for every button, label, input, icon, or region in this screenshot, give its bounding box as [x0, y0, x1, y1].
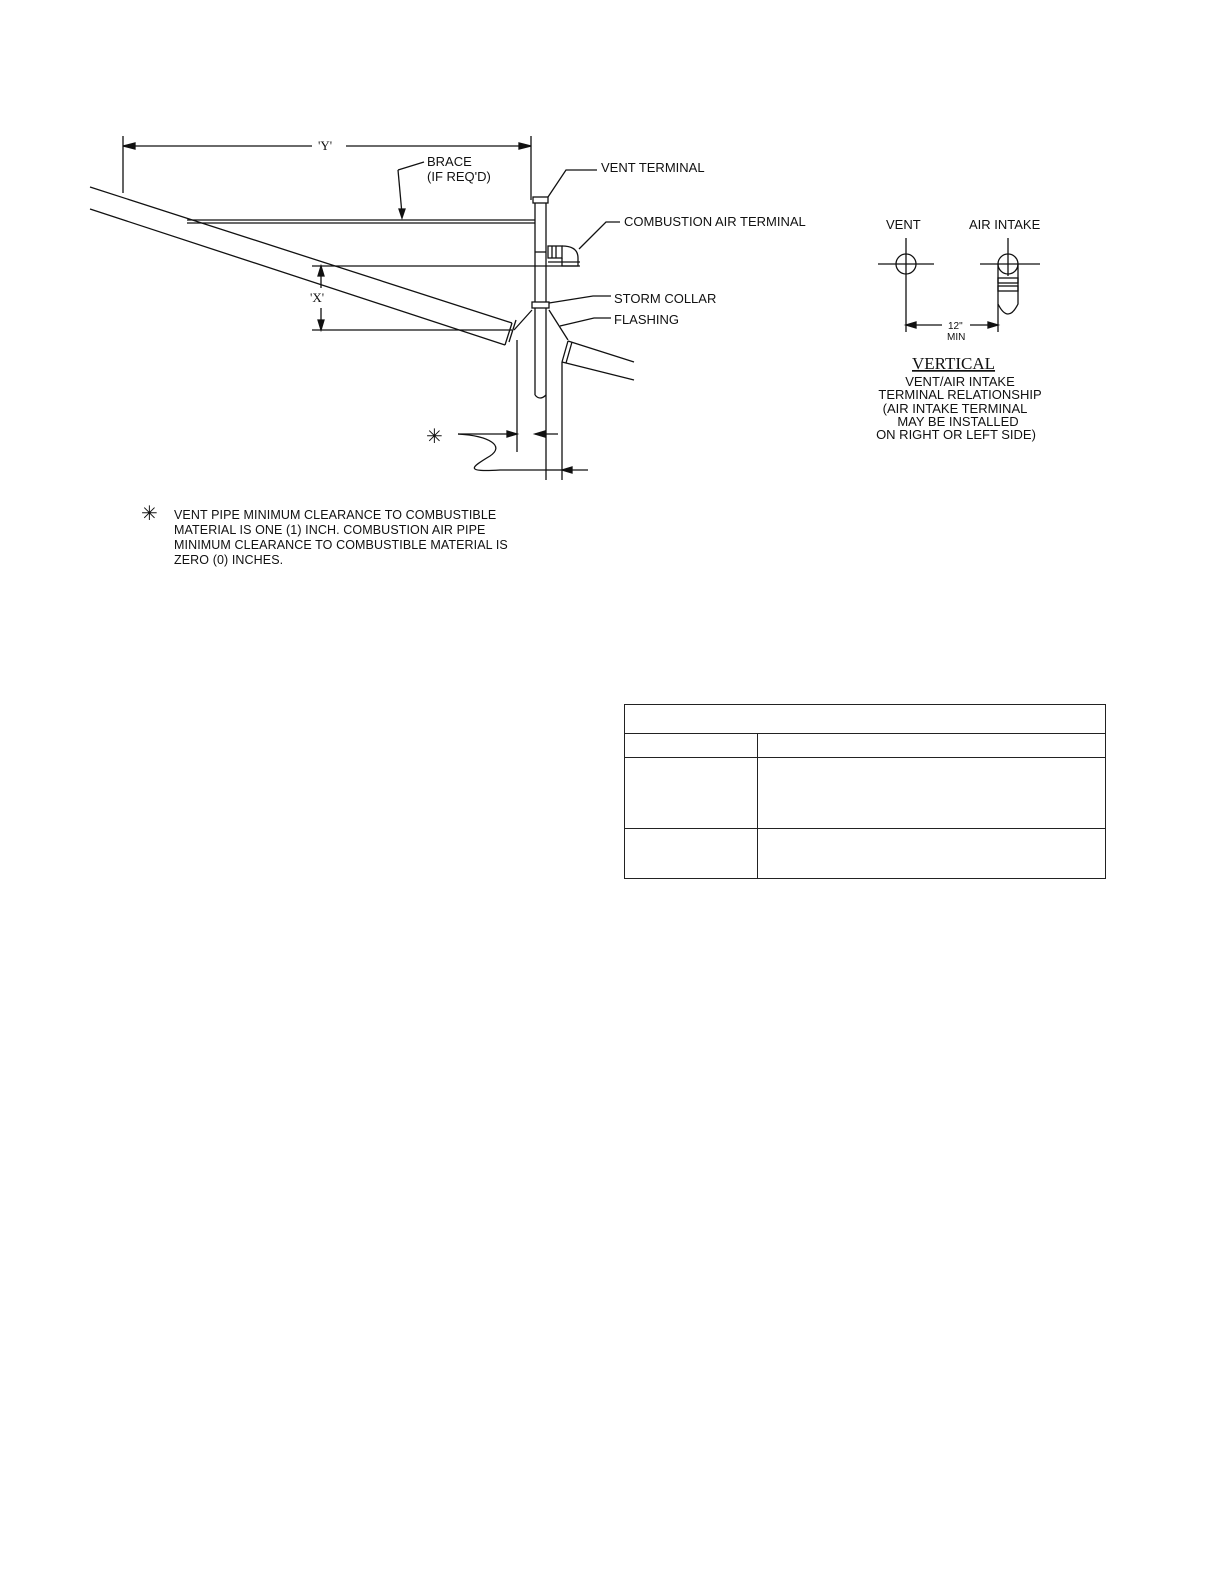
storm-collar-label: STORM COLLAR [614, 291, 717, 306]
flashing [514, 310, 568, 340]
note-line: ZERO (0) INCHES. [174, 553, 284, 567]
table-cell [758, 734, 1106, 758]
terminal-relationship-detail [860, 210, 1080, 450]
combustion-air-elbow [548, 246, 562, 258]
combustion-air-terminal [562, 246, 578, 266]
storm-collar [532, 302, 549, 308]
leader-combustion-air [579, 222, 620, 249]
roof-opening-left [505, 320, 516, 345]
table-cell [758, 758, 1106, 829]
roof-upper-line-right [568, 341, 634, 362]
caption-line-4: MAY BE INSTALLED [897, 414, 1019, 429]
clearance-note [174, 508, 574, 568]
vent-label: VENT [886, 217, 921, 232]
vent-terminal-cap [533, 197, 548, 203]
dim-y-label: 'Y' [318, 138, 333, 153]
empty-table [624, 704, 1106, 879]
combustion-air-terminal-label: COMBUSTION AIR TERMINAL [624, 214, 806, 229]
clearance-asterisk: ✳ [426, 426, 443, 448]
table-header-row [625, 705, 1106, 734]
brace-label: BRACE [427, 154, 472, 169]
note-line: MINIMUM CLEARANCE TO COMBUSTIBLE MATERIAL IS [174, 538, 508, 552]
table-row [625, 758, 1106, 829]
caption-line-1: VENT/AIR INTAKE [905, 374, 1015, 389]
dim-12-label: 12" [948, 321, 963, 332]
caption-line-3: (AIR INTAKE TERMINAL [882, 401, 1028, 416]
table-row [625, 734, 1106, 758]
note-line: VENT PIPE MINIMUM CLEARANCE TO COMBUSTIBLE [174, 508, 497, 522]
leader-storm-collar [549, 296, 611, 303]
vent-terminal-label: VENT TERMINAL [601, 160, 705, 175]
vertical-title: VERTICAL [912, 354, 996, 373]
leader-vent-terminal [548, 170, 597, 197]
table-cell [625, 734, 758, 758]
air-intake-label: AIR INTAKE [969, 217, 1041, 232]
caption-line-5: ON RIGHT OR LEFT SIDE) [876, 427, 1036, 442]
dim-min-label: MIN [947, 332, 966, 343]
break-line [458, 434, 546, 470]
flashing-label: FLASHING [614, 312, 680, 327]
note-asterisk-icon: ✳ [141, 503, 158, 525]
roof-upper-line [90, 187, 512, 323]
table-cell [625, 829, 758, 879]
table-cell [625, 758, 758, 829]
dim-x-label: 'X' [310, 290, 325, 305]
table-cell [758, 829, 1106, 879]
caption-line-2: TERMINAL RELATIONSHIP [878, 387, 1042, 402]
roof-opening-right [562, 341, 572, 363]
leader-flashing [560, 318, 611, 326]
table-row [625, 829, 1106, 879]
note-line: MATERIAL IS ONE (1) INCH. COMBUSTION AIR PIPE [174, 523, 486, 537]
brace-note: (IF REQ'D) [427, 169, 491, 184]
roof-lower-line-right [562, 362, 634, 380]
table-title-cell [625, 705, 1106, 734]
roof-lower-line [90, 209, 505, 345]
